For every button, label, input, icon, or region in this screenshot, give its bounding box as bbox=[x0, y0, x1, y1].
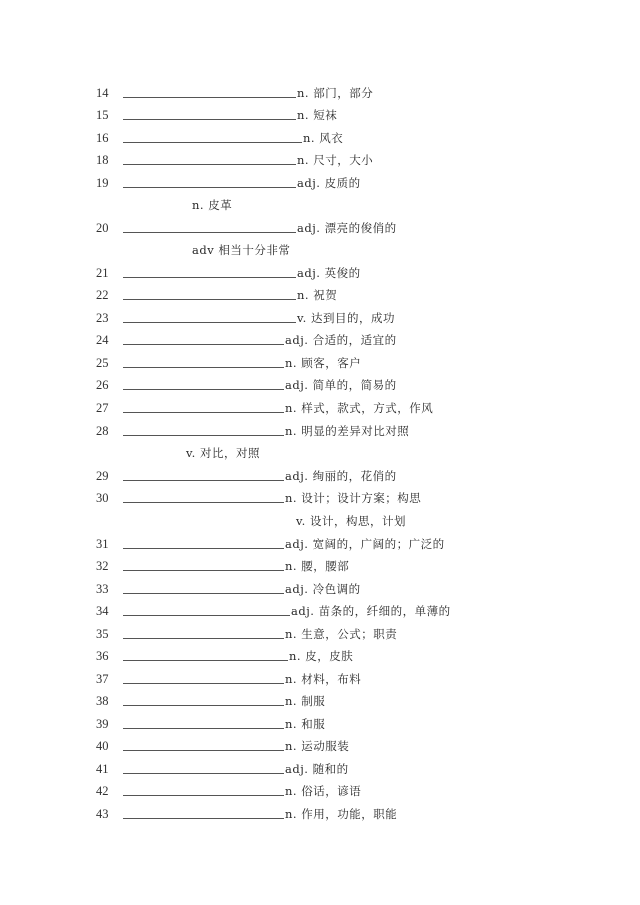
answer-blank[interactable] bbox=[123, 367, 284, 368]
answer-blank[interactable] bbox=[123, 750, 284, 751]
answer-blank[interactable] bbox=[123, 142, 302, 143]
entry-number: 35 bbox=[96, 627, 109, 641]
answer-blank[interactable] bbox=[123, 119, 296, 120]
answer-blank[interactable] bbox=[123, 773, 284, 774]
vocab-entry bbox=[0, 578, 640, 600]
entry-number: 23 bbox=[96, 311, 109, 325]
entry-number: 43 bbox=[96, 807, 109, 821]
answer-blank[interactable] bbox=[123, 683, 284, 684]
vocab-entry bbox=[0, 307, 640, 329]
vocab-entry bbox=[0, 82, 640, 104]
entry-definition: n. 风衣 bbox=[303, 131, 344, 145]
entry-number: 42 bbox=[96, 784, 109, 798]
vocab-entry bbox=[0, 690, 640, 712]
vocab-entry bbox=[0, 352, 640, 374]
vocab-entry bbox=[0, 555, 640, 577]
answer-blank[interactable] bbox=[123, 344, 284, 345]
answer-blank[interactable] bbox=[123, 480, 284, 481]
answer-blank[interactable] bbox=[123, 638, 284, 639]
entry-number: 18 bbox=[96, 153, 109, 167]
entry-definition: n. 和服 bbox=[285, 717, 326, 731]
entry-definition: adj. 皮质的 bbox=[297, 176, 361, 190]
entry-definition: n. 材料，布料 bbox=[285, 672, 362, 686]
vocab-entry bbox=[0, 600, 640, 622]
entry-definition: n. 设计；设计方案；构思 bbox=[285, 491, 422, 505]
vocab-entry bbox=[0, 780, 640, 802]
definition-continuation: v. 设计，构思，计划 bbox=[296, 514, 406, 528]
entry-definition: n. 制服 bbox=[285, 694, 326, 708]
answer-blank[interactable] bbox=[123, 389, 284, 390]
vocab-entry bbox=[0, 420, 640, 442]
answer-blank[interactable] bbox=[123, 548, 284, 549]
entry-number: 21 bbox=[96, 266, 109, 280]
vocab-entry bbox=[0, 149, 640, 171]
entry-definition: n. 明显的差异对比对照 bbox=[285, 424, 410, 438]
entry-definition: adj. 英俊的 bbox=[297, 266, 361, 280]
entry-number: 20 bbox=[96, 221, 109, 235]
answer-blank[interactable] bbox=[123, 187, 296, 188]
entry-definition: n. 顾客，客户 bbox=[285, 356, 362, 370]
entry-number: 37 bbox=[96, 672, 109, 686]
vocab-entry bbox=[0, 668, 640, 690]
vocab-entry bbox=[0, 284, 640, 306]
vocab-entry bbox=[0, 397, 640, 419]
entry-number: 14 bbox=[96, 86, 109, 100]
entry-definition: n. 运动服装 bbox=[285, 739, 350, 753]
entry-definition: n. 短袜 bbox=[297, 108, 338, 122]
entry-number: 30 bbox=[96, 491, 109, 505]
entry-definition: adj. 冷色调的 bbox=[285, 582, 361, 596]
entry-number: 28 bbox=[96, 424, 109, 438]
answer-blank[interactable] bbox=[123, 795, 284, 796]
entry-number: 15 bbox=[96, 108, 109, 122]
entry-number: 25 bbox=[96, 356, 109, 370]
answer-blank[interactable] bbox=[123, 412, 284, 413]
entry-definition: n. 生意，公式；职责 bbox=[285, 627, 398, 641]
entry-definition: adj. 简单的，简易的 bbox=[285, 378, 397, 392]
entry-number: 32 bbox=[96, 559, 109, 573]
entry-number: 19 bbox=[96, 176, 109, 190]
entry-definition: n. 部门，部分 bbox=[297, 86, 374, 100]
entry-number: 40 bbox=[96, 739, 109, 753]
entry-number: 24 bbox=[96, 333, 109, 347]
vocab-entry bbox=[0, 172, 640, 194]
entry-definition: n. 皮，皮肤 bbox=[289, 649, 354, 663]
vocab-entry bbox=[0, 758, 640, 780]
entry-number: 29 bbox=[96, 469, 109, 483]
answer-blank[interactable] bbox=[123, 818, 284, 819]
vocab-entry bbox=[0, 465, 640, 487]
entry-number: 26 bbox=[96, 378, 109, 392]
answer-blank[interactable] bbox=[123, 502, 284, 503]
entry-definition: adj. 宽阔的，广阔的；广泛的 bbox=[285, 537, 445, 551]
entry-number: 27 bbox=[96, 401, 109, 415]
entry-number: 31 bbox=[96, 537, 109, 551]
entry-definition: v. 达到目的，成功 bbox=[297, 311, 395, 325]
vocab-entry bbox=[0, 803, 640, 825]
entry-definition: adj. 漂亮的俊俏的 bbox=[297, 221, 397, 235]
vocab-entry bbox=[0, 217, 640, 239]
entry-number: 41 bbox=[96, 762, 109, 776]
answer-blank[interactable] bbox=[123, 593, 284, 594]
answer-blank[interactable] bbox=[123, 164, 296, 165]
entry-definition: n. 作用，功能，职能 bbox=[285, 807, 398, 821]
answer-blank[interactable] bbox=[123, 97, 296, 98]
entry-definition: n. 俗话，谚语 bbox=[285, 784, 362, 798]
answer-blank[interactable] bbox=[123, 322, 296, 323]
entry-definition: n. 尺寸，大小 bbox=[297, 153, 374, 167]
entry-number: 36 bbox=[96, 649, 109, 663]
answer-blank[interactable] bbox=[123, 435, 284, 436]
vocab-entry bbox=[0, 329, 640, 351]
vocab-entry bbox=[0, 533, 640, 555]
vocab-entry bbox=[0, 645, 640, 667]
vocab-entry bbox=[0, 487, 640, 509]
answer-blank[interactable] bbox=[123, 615, 290, 616]
entry-definition: adj. 随和的 bbox=[285, 762, 349, 776]
entry-definition: n. 样式，款式，方式，作风 bbox=[285, 401, 434, 415]
entry-definition: adj. 合适的，适宜的 bbox=[285, 333, 397, 347]
entry-number: 22 bbox=[96, 288, 109, 302]
answer-blank[interactable] bbox=[123, 277, 296, 278]
entry-number: 38 bbox=[96, 694, 109, 708]
answer-blank[interactable] bbox=[123, 728, 284, 729]
entry-number: 39 bbox=[96, 717, 109, 731]
entry-definition: adj. 绚丽的，花俏的 bbox=[285, 469, 397, 483]
vocab-entry bbox=[0, 104, 640, 126]
answer-blank[interactable] bbox=[123, 660, 288, 661]
vocab-entry bbox=[0, 127, 640, 149]
vocab-entry bbox=[0, 713, 640, 735]
definition-continuation: n. 皮革 bbox=[192, 198, 233, 212]
entry-definition: adj. 苗条的，纤细的，单薄的 bbox=[291, 604, 451, 618]
definition-continuation: adv 相当十分非常 bbox=[192, 243, 291, 257]
entry-definition: n. 腰，腰部 bbox=[285, 559, 350, 573]
answer-blank[interactable] bbox=[123, 570, 284, 571]
entry-number: 34 bbox=[96, 604, 109, 618]
entry-number: 16 bbox=[96, 131, 109, 145]
answer-blank[interactable] bbox=[123, 705, 284, 706]
vocab-entry bbox=[0, 374, 640, 396]
definition-continuation: v. 对比，对照 bbox=[186, 446, 260, 460]
vocab-entry bbox=[0, 623, 640, 645]
vocab-entry bbox=[0, 735, 640, 757]
answer-blank[interactable] bbox=[123, 232, 296, 233]
answer-blank[interactable] bbox=[123, 299, 296, 300]
vocab-entry bbox=[0, 262, 640, 284]
entry-definition: n. 祝贺 bbox=[297, 288, 338, 302]
entry-number: 33 bbox=[96, 582, 109, 596]
